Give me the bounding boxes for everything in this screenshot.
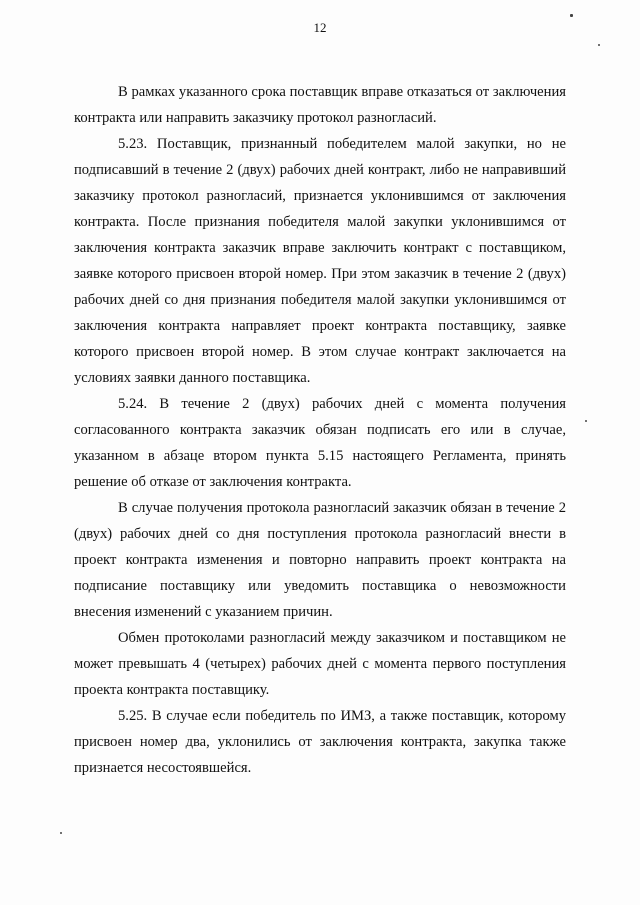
scan-speck: [585, 420, 587, 422]
paragraph-5-25: 5.25. В случае если победитель по ИМЗ, а также поставщик, которому присвоен номер два, уклонились от заключения контракта, закупка также признается несостоявшейся.: [74, 708, 566, 776]
scan-speck: [598, 44, 600, 46]
scan-speck: [570, 14, 573, 17]
paragraph-disagreement-protocol: В случае получения протокола разногласий заказчик обязан в течение 2 (двух) рабочих дней со дня поступления протокола разногласий внести в проект контракта изменения и повторно направить проект контракта на подписание поставщику или уведомить поставщика о невозможности внесения изменений с указанием причин.: [74, 500, 566, 620]
paragraph-5-24: 5.24. В течение 2 (двух) рабочих дней с момента получения согласованного контракта заказчик обязан подписать его или в случае, указанном в абзаце втором пункта 5.15 настоящего Регламента, принять решение об отказе от заключения контракта.: [74, 396, 566, 490]
page-number: 12: [313, 20, 327, 35]
scan-speck: [60, 832, 62, 834]
paragraph-1: В рамках указанного срока поставщик вправе отказаться от заключения контракта или направить заказчику протокол разногласий.: [74, 84, 566, 126]
paragraph-protocol-exchange: Обмен протоколами разногласий между заказчиком и поставщиком не может превышать 4 (четырех) рабочих дней с момента первого поступления проекта контракта поставщику.: [74, 630, 566, 698]
paragraph-5-23: 5.23. Поставщик, признанный победителем малой закупки, но не подписавший в течение 2 (двух) рабочих дней контракт, либо не направивший заказчику протокол разногласий, признается уклонившимся от заключения контракта. После признания победителя малой закупки уклонившимся от заключения контракта заказчик вправе заключить контракт с поставщиком, заявке которого присвоен второй номер. При этом заказчик в течение 2 (двух) рабочих дней со дня признания победителя малой закупки уклонившимся от заключения контракта направляет проект контракта поставщику, заявке которого присвоен второй номер. В этом случае контракт заключается на условиях заявки данного поставщика.: [74, 136, 566, 386]
document-body: [74, 79, 566, 781]
